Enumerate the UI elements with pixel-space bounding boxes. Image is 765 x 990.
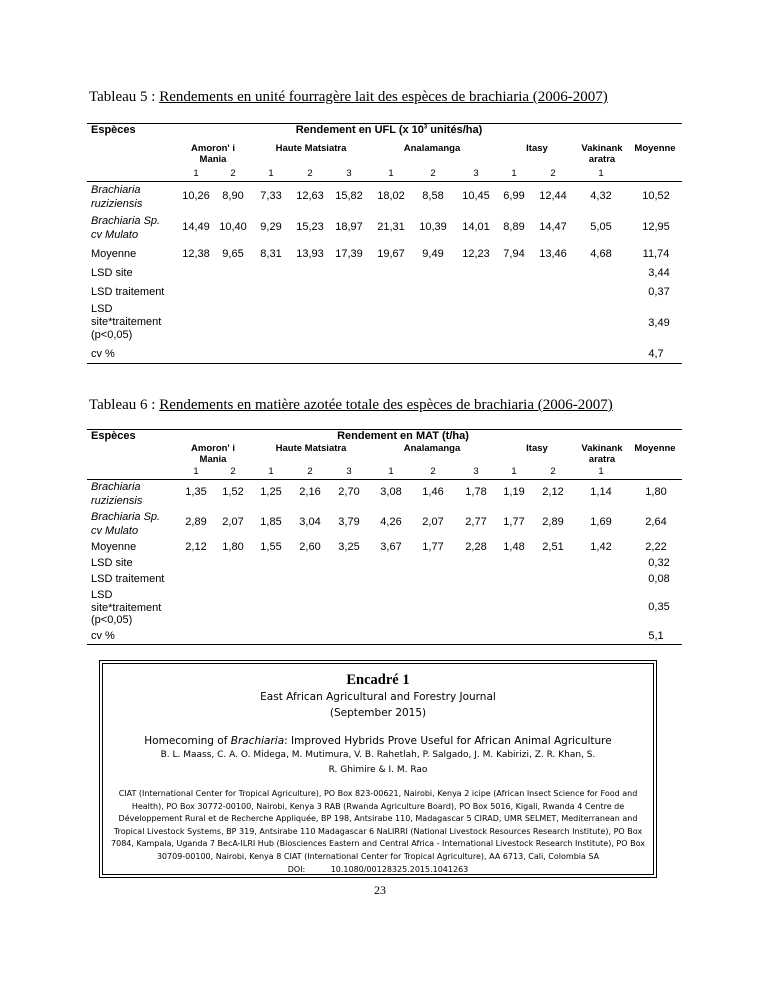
table6-subcol: 1 [193, 466, 199, 477]
table5-site-analamanga: Analamanga [403, 143, 461, 154]
table5-cell: 12,23 [462, 248, 490, 260]
table6-cell: 2,89 [185, 516, 207, 528]
table6-cell: 1,80 [645, 486, 667, 498]
table6-cell: 1,35 [185, 486, 207, 498]
table5-cell: 18,02 [377, 190, 405, 202]
table6-cell: 1,77 [422, 541, 444, 553]
table5-cell: 13,93 [296, 248, 324, 260]
table5-stat-label: cv % [91, 348, 115, 360]
table5-stat-value: 0,37 [648, 286, 670, 298]
table6-cell: 1,19 [503, 486, 525, 498]
table5-cell: 9,49 [422, 248, 444, 260]
table5-subcol: 1 [598, 168, 604, 179]
table6-cell: 3,04 [299, 516, 321, 528]
table5-cell: 14,49 [182, 221, 210, 233]
table5-cell: 7,94 [503, 248, 525, 260]
journal-name: East African Agricultural and Forestry Journal [260, 691, 496, 703]
table5-stat-label: LSD traitement [91, 286, 165, 298]
table5-cell: 17,39 [335, 248, 363, 260]
table6-cell: 2,16 [299, 486, 321, 498]
table5-cell: 8,58 [422, 190, 444, 202]
affiliations: CIAT (International Center for Tropical Agriculture), PO Box 823-00621, Nairobi, Kenya 2 icipe (African Insect Science for Food and Health), PO Box 30772-00100, Nairobi, Kenya 3 RAB (Rwanda Agriculture Board), PO Box 5016, Kigali, Rwanda 4 Centre de Développement Rural et de Recherche Appliquée, BP 198, Antsirabe 110, Madagascar 5 CIRAD, UMR SELMET, Mediterranean and Tropical Livestock Systems, BP 319, Antsirabe 110 Madagascar 6 NaLIRRI (National Livestock Resources Research Institute), PO Box 7084, Kampala, Uganda 7 BecA-ILRI Hub (Biosciences Eastern and Central Africa - International Livestock Research Institute), PO Box 30709-00100, Nairobi, Kenya 8 CIAT (International Center for Tropical Agriculture), AA 6713, Cali, Colombia SA DOI: 10.1080/00128325.2015.1041263 [111, 789, 645, 874]
table6-site-haute-matsiatra: Haute Matsiatra [275, 443, 347, 454]
table6-subcol: 3 [473, 466, 479, 477]
table6-col-especes: Espèces [91, 430, 136, 442]
table5-cell: 10,52 [642, 190, 670, 202]
table5-stat-value: 4,7 [648, 348, 664, 360]
table5-cell: 9,65 [222, 248, 244, 260]
table5-stat-value: 3,49 [648, 317, 670, 329]
table6-subcol: 2 [307, 466, 313, 477]
table5-caption: Tableau 5 : Rendements en unité fourragère lait des espèces de brachiaria (2006-2007) [89, 89, 608, 105]
table6-stat-value: 0,35 [648, 601, 670, 613]
table6-site-amoron: Amoron' i Mania [191, 443, 235, 465]
table6-stat-value: 5,1 [648, 630, 664, 642]
table6-cell: 2,89 [542, 516, 564, 528]
table6-cell: 2,22 [645, 541, 667, 553]
table6-site-vakinankaratra: Vakinankaratra [581, 443, 623, 465]
table5-cell: 14,47 [539, 221, 567, 233]
doi: 10.1080/00128325.2015.1041263 [330, 864, 469, 874]
table5-stat-label: LSD site*traitement (p<0,05) [91, 303, 162, 341]
table6-stat-label: LSD traitement [91, 573, 165, 585]
table6-subcol: 1 [268, 466, 274, 477]
table6-cell: 1,14 [590, 486, 612, 498]
table6-cell: 2,51 [542, 541, 564, 553]
table5-row-label: Brachiaria ruziziensis [91, 184, 143, 210]
table6-stat-value: 0,08 [648, 573, 670, 585]
table5-cell: 15,82 [335, 190, 363, 202]
table5-site-amoron: Amoron' i Mania [191, 143, 235, 165]
table6-cell: 2,07 [222, 516, 244, 528]
table6-caption: Tableau 6 : Rendements en matière azotée totale des espèces de brachiaria (2006-2007) [89, 397, 613, 413]
table6-cell: 2,77 [465, 516, 487, 528]
table6-cell: 1,52 [222, 486, 244, 498]
article-title: Homecoming of Brachiaria: Improved Hybrids Prove Useful for African Animal Agriculture [144, 735, 612, 747]
table5-cell: 19,67 [377, 248, 405, 260]
table6-cell: 2,64 [645, 516, 667, 528]
table5-subcol: 1 [268, 168, 274, 179]
table6-cell: 1,77 [503, 516, 525, 528]
table6-subcol: 1 [511, 466, 517, 477]
table6-cell: 1,55 [260, 541, 282, 553]
authors-line-1: B. L. Maass, C. A. O. Midega, M. Mutimura, V. B. Rahetlah, P. Salgado, J. M. Kabirizi, Z. R. Khan, S. [160, 750, 596, 760]
table6-cell: 1,85 [260, 516, 282, 528]
table5-subcol: 1 [388, 168, 394, 179]
authors-line-2: R. Ghimire & I. M. Rao [328, 765, 428, 775]
journal-date: (September 2015) [329, 707, 427, 719]
table5-cell: 13,46 [539, 248, 567, 260]
table5-cell: 8,89 [503, 221, 525, 233]
table5-title: Rendements en unité fourragère lait des espèces de brachiaria (2006-2007) [159, 89, 608, 105]
table6-cell: 3,25 [338, 541, 360, 553]
table5-cell: 5,05 [590, 221, 612, 233]
table6-col-moyenne: Moyenne [634, 443, 676, 454]
table6-stat-label: LSD site [91, 557, 133, 569]
table5-cell: 4,68 [590, 248, 612, 260]
table5-cell: 11,74 [642, 248, 670, 260]
table5-cell: 8,90 [222, 190, 244, 202]
table5-subcol: 2 [430, 168, 436, 179]
table6-subcol: 2 [230, 466, 236, 477]
table6-cell: 3,08 [380, 486, 402, 498]
table5-row-label: Brachiaria Sp. cv Mulato [91, 215, 161, 241]
table5-cell: 9,29 [260, 221, 282, 233]
table6-cell: 1,46 [422, 486, 444, 498]
table5-subcol: 3 [346, 168, 352, 179]
table5-subcol: 2 [550, 168, 556, 179]
table6-cell: 3,67 [380, 541, 402, 553]
table6-cell: 2,60 [299, 541, 321, 553]
table5-col-especes: Espèces [91, 124, 136, 136]
table6-subcol: 2 [430, 466, 436, 477]
table6-cell: 2,28 [465, 541, 487, 553]
table6-cell: 3,79 [338, 516, 360, 528]
table6-cell: 2,70 [338, 486, 360, 498]
table6-cell: 1,80 [222, 541, 244, 553]
table6-cell: 1,78 [465, 486, 487, 498]
table5-cell: 10,40 [219, 221, 247, 233]
table6-subcol: 3 [346, 466, 352, 477]
table6-header-main: Rendement en MAT (t/ha) [337, 430, 469, 442]
table6-cell: 1,25 [260, 486, 282, 498]
table5-site-vakinankaratra: Vakinankaratra [581, 143, 623, 165]
table5-cell: 12,63 [296, 190, 324, 202]
table6-row-label: Brachiaria ruziziensis [91, 481, 143, 507]
table5-cell: 21,31 [377, 221, 405, 233]
table6-title: Rendements en matière azotée totale des espèces de brachiaria (2006-2007) [159, 397, 613, 413]
table5-cell: 7,33 [260, 190, 282, 202]
table5-subcol: 1 [511, 168, 517, 179]
table5-cell: 15,23 [296, 221, 324, 233]
table5-cell: 12,44 [539, 190, 567, 202]
table5-subcol: 3 [473, 168, 479, 179]
table6-row-label: Moyenne [91, 541, 137, 553]
table5-site-haute-matsiatra: Haute Matsiatra [275, 143, 347, 154]
table5-stat-value: 3,44 [648, 267, 670, 279]
encadre-title: Encadré 1 [346, 672, 410, 688]
table5-subcol: 1 [193, 168, 199, 179]
table6-subcol: 1 [388, 466, 394, 477]
table6-cell: 2,12 [185, 541, 207, 553]
table6-cell: 2,07 [422, 516, 444, 528]
table5-cell: 10,26 [182, 190, 210, 202]
table6-stat-label: LSD site*traitement (p<0,05) [91, 589, 162, 626]
table6-stat-value: 0,32 [648, 557, 670, 569]
table5-site-itasy: Itasy [526, 143, 548, 154]
table6-site-itasy: Itasy [526, 443, 548, 454]
table5-stat-label: LSD site [91, 267, 133, 279]
table5-subcol: 2 [307, 168, 313, 179]
table5-col-moyenne: Moyenne [634, 143, 676, 154]
table5-row-label: Moyenne [91, 248, 137, 260]
table6-cell: 2,12 [542, 486, 564, 498]
table6-subcol: 1 [598, 466, 604, 477]
table6-cell: 1,42 [590, 541, 612, 553]
table5-header-main: Rendement en UFL (x $10^3$ unités/ha) [295, 124, 483, 136]
table5-cell: 10,45 [462, 190, 490, 202]
table5-cell: 14,01 [462, 221, 490, 233]
table5-cell: 18,97 [335, 221, 363, 233]
table5-cell: 10,39 [419, 221, 447, 233]
table6-cell: 1,48 [503, 541, 525, 553]
table6-site-analamanga: Analamanga [403, 443, 461, 454]
table6-row-label: Brachiaria Sp. cv Mulato [91, 511, 161, 537]
table5-cell: 8,31 [260, 248, 282, 260]
table5-subcol: 2 [230, 168, 236, 179]
table6-stat-label: cv % [91, 630, 115, 642]
table5-cell: 4,32 [590, 190, 612, 202]
table6-cell: 4,26 [380, 516, 402, 528]
table5-cell: 12,95 [642, 221, 670, 233]
table5-cell: 6,99 [503, 190, 525, 202]
encadre-box [99, 660, 657, 878]
table6-subcol: 2 [550, 466, 556, 477]
page-number: 23 [374, 883, 386, 897]
table5-cell: 12,38 [182, 248, 210, 260]
table6-cell: 1,69 [590, 516, 612, 528]
doi-label: DOI: [287, 864, 306, 874]
